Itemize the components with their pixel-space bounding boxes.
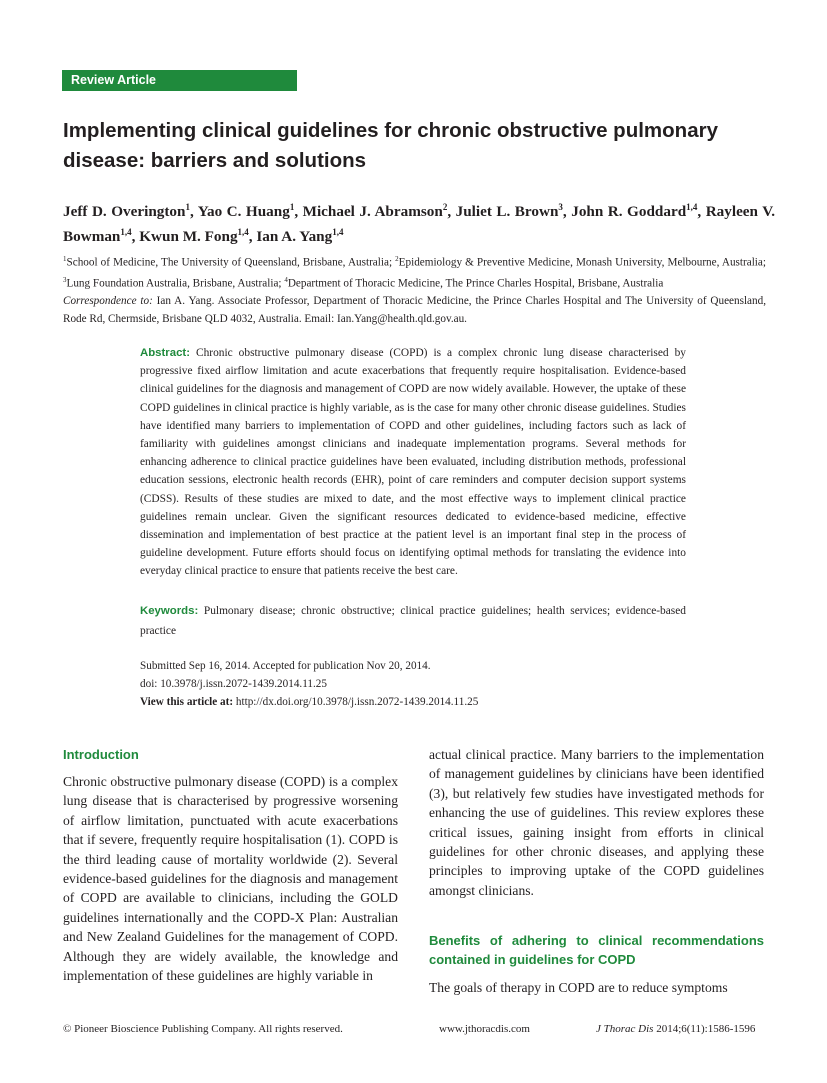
abstract-text: Chronic obstructive pulmonary disease (COPD) is a complex chronic lung disease characterised by progressive fixed airflow limitation and acute exacerbations that frequently require hospitalisation. Evidence-based clinical guidelines for the diagnosis and management of COPD are now widely available. However, the uptake of these COPD guidelines in clinical practice is highly variable, as is the case for many other chronic disease guidelines. Studies have identified many barriers to implementation of COPD and other guidelines, including factors such as lack of familiarity with guidelines amongst clinicians and inadequate implementation programs. Several methods for enhancing adherence to clinical practice guidelines have been evaluated, including distribution methods, professional education sessions, electronic health records (EHR), point of care reminders and computer decision support systems (CDSS). Results of these studies are mixed to date, and the most effective ways to implement clinical practice guidelines remain unclear. Given the significant resources dedicated to evidence-based medicine, effective dissemination and implementation of best practice at the patient level is an important final step in the process of guideline development. Future efforts should focus on identifying optimal methods for translating the evidence into everyday clinical practice to ensure that patients receive the best care. — [140, 347, 686, 578]
author-name: Jeff D. Overington — [63, 203, 186, 221]
author-affiliation-mark: 1,4 — [332, 227, 344, 238]
affiliation-text: Epidemiology & Preventive Medicine, Monash University, Melbourne, Australia; — [398, 256, 766, 269]
article-url-link[interactable]: http://dx.doi.org/10.3978/j.issn.2072-1439.2014.11.25 — [233, 696, 479, 708]
author-affiliation-mark: 1,4 — [120, 227, 132, 238]
affiliations — [63, 251, 766, 328]
submission-dates: Submitted Sep 16, 2014. Accepted for publication Nov 20, 2014. — [140, 660, 431, 672]
keywords-label: Keywords: — [140, 605, 199, 617]
affiliation-text: School of Medicine, The University of Queensland, Brisbane, Australia; — [66, 256, 396, 269]
citation-details: 2014;6(11):1586-1596 — [653, 1023, 756, 1035]
left-column — [63, 745, 398, 985]
doi: doi: 10.3978/j.issn.2072-1439.2014.11.25 — [140, 678, 327, 690]
introduction-heading: Introduction — [63, 747, 139, 762]
journal-name: J Thorac Dis — [596, 1023, 654, 1035]
author-name: Yao C. Huang — [197, 203, 290, 221]
abstract-label: Abstract: — [140, 347, 191, 359]
author-name: Michael J. Abramson — [302, 203, 443, 221]
author-name: Rayleen V. Bowman — [63, 203, 776, 246]
affiliation-mark: 3 — [63, 276, 67, 285]
view-article-line — [140, 693, 686, 711]
footer-citation — [596, 1022, 755, 1036]
author-affiliation-mark: 1 — [289, 202, 295, 212]
author-name: Kwun M. Fong — [139, 228, 238, 246]
author-name: Ian A. Yang — [256, 228, 333, 246]
article-title: Implementing clinical guidelines for chronic obstructive pulmonary disease: barriers and solutions — [63, 119, 718, 172]
benefits-paragraph: The goals of therapy in COPD are to reduce symptoms — [429, 980, 728, 996]
author-name: John R. Goddard — [571, 203, 687, 221]
author-list: Jeff D. Overington$^1$, Yao C. Huang$^1$, Michael J. Abramson$^2$, Juliet L. Brown$^3$, John R. Goddard$^{1,4}$, Rayleen V. Bowman$^{1,4}$, Kwun M. Fong$^{1,4}$, Ian A. Yang$^{1,4}$ — [63, 202, 776, 246]
author-affiliation-mark: 3 — [558, 202, 563, 212]
keywords-text: Pulmonary disease; chronic obstructive; clinical practice guidelines; health services; evidence-based practice — [140, 605, 686, 637]
article-type-badge: Review Article — [62, 70, 297, 91]
introduction-continued-paragraph: actual clinical practice. Many barriers to the implementation of management guidelines by clinicians have been identified (3), but relatively few studies have investigated methods for enhancing the use of guidelines. This review explores these critical issues, gaining insight from efforts in clinical guidelines for other chronic diseases, and applying these principles to improving uptake of the COPD guidelines amongst clinicians. — [429, 747, 764, 898]
affiliation-mark: 2 — [395, 255, 399, 263]
author-affiliation-mark: 1,4 — [686, 202, 698, 212]
footer-website[interactable]: www.jthoracdis.com — [439, 1023, 530, 1035]
affiliation-mark: 4 — [284, 276, 288, 285]
affiliation-text: Department of Thoracic Medicine, The Prince Charles Hospital, Brisbane, Australia — [287, 277, 664, 290]
author-affiliation-mark: 1 — [185, 202, 190, 212]
benefits-heading: Benefits of adhering to clinical recommendations contained in guidelines for COPD — [429, 933, 764, 968]
author-affiliation-mark: 1,4 — [237, 227, 249, 238]
abstract — [140, 344, 686, 581]
author-affiliation-mark: 2 — [442, 202, 448, 212]
right-column — [429, 745, 764, 998]
correspondence-text: Ian A. Yang. Associate Professor, Department of Thoracic Medicine, the Prince Charles Hospital and The University of Queensland, Rode Rd, Chermside, Brisbane QLD 4032, Australia. Email: Ian.Yang@health.qld.gov.au. — [63, 295, 767, 325]
affiliation-mark: 1 — [63, 255, 67, 263]
footer-copyright: © Pioneer Bioscience Publishing Company. All rights reserved. — [63, 1023, 343, 1035]
publication-info — [140, 657, 686, 711]
view-article-label: View this article at: — [140, 696, 234, 708]
introduction-paragraph: Chronic obstructive pulmonary disease (COPD) is a complex lung disease that is characterised by progressive worsening of airflow limitation, punctuated with acute exacerbations that if severe, frequently require hospitalisation (1). COPD is the third leading cause of mortality worldwide (2). Several evidence-based guidelines for the diagnosis and management of COPD are available to clinicians, including the GOLD guidelines internationally and the COPD-X Plan: Australian and New Zealand Guidelines for the management of COPD. Although they are widely available, the knowledge and implementation of these guidelines are highly variable in — [63, 774, 398, 984]
keywords — [140, 602, 686, 641]
author-name: Juliet L. Brown — [455, 203, 559, 221]
correspondence-label: Correspondence to: — [63, 295, 153, 308]
affiliation-text: Lung Foundation Australia, Brisbane, Australia; — [66, 277, 285, 290]
